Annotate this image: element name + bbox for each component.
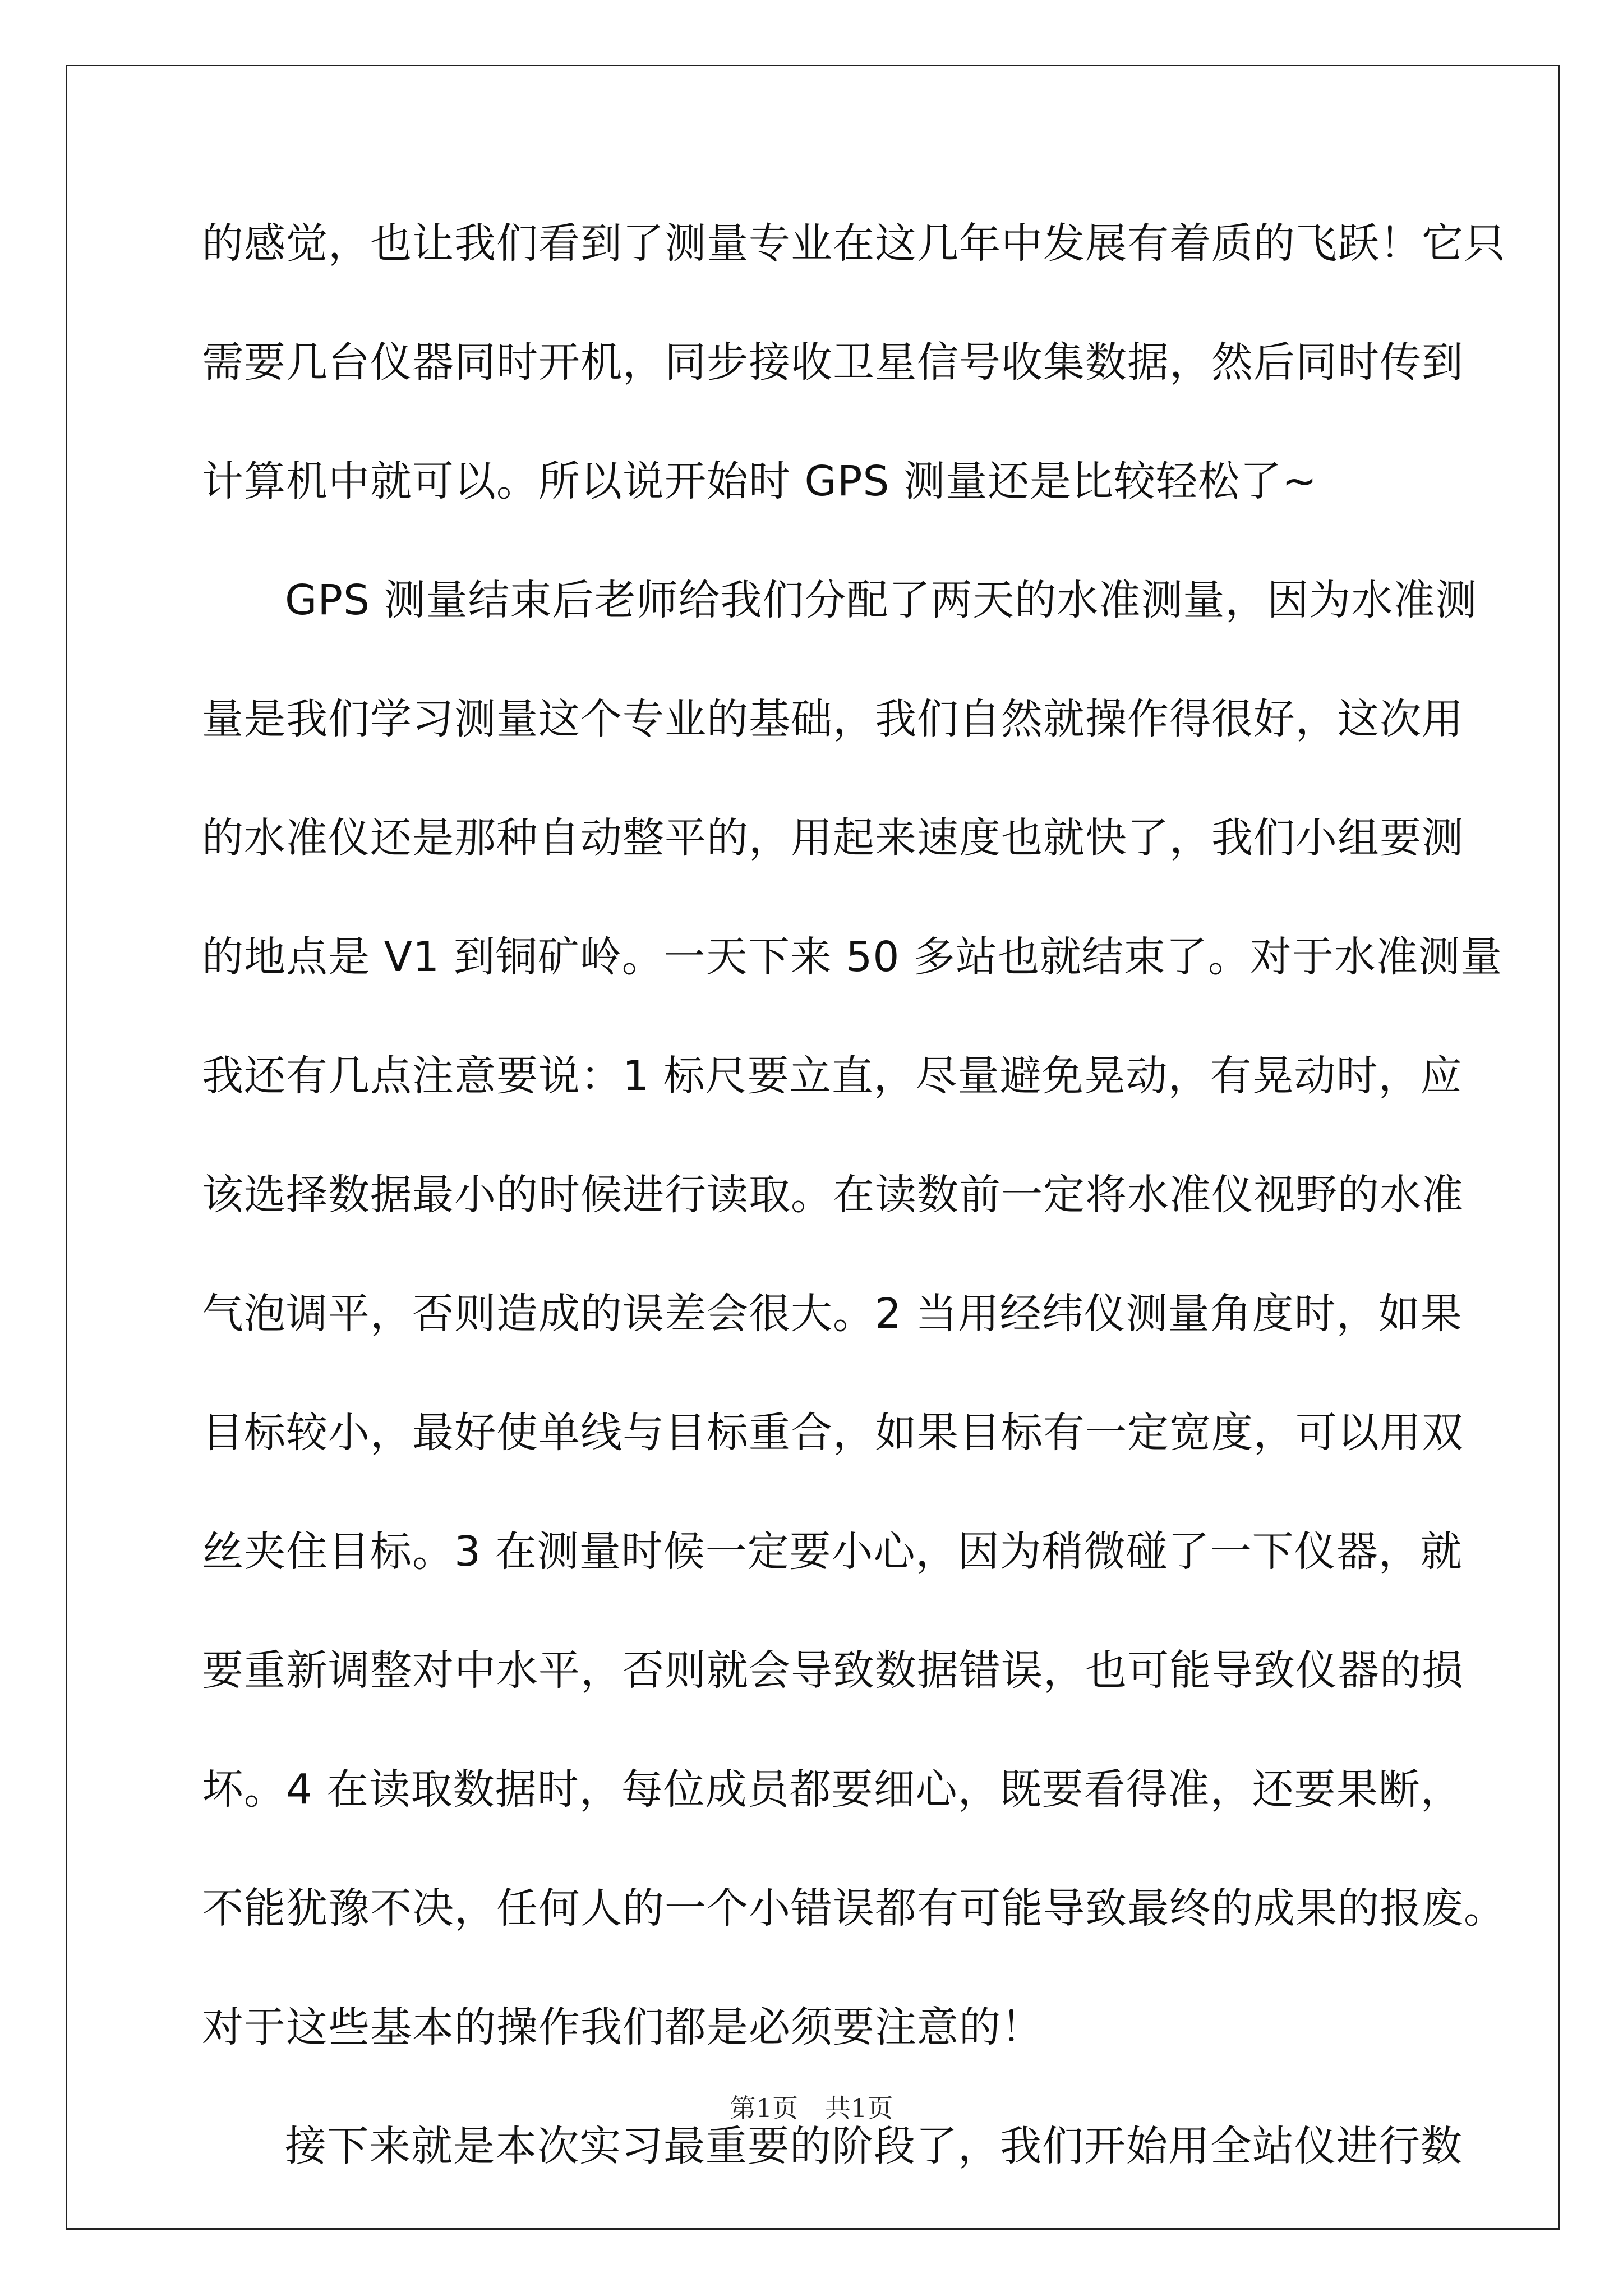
page-footer — [0, 2088, 1623, 2125]
text-line: 需要几台仪器同时开机，同步接收卫星信号收集数据，然后同时传到 — [202, 338, 1464, 386]
text-line: 我还有几点注意要说：1 标尺要立直，尽量避免晃动，有晃动时，应 — [202, 1052, 1463, 1100]
text-line: 量是我们学习测量这个专业的基础，我们自然就操作得很好，这次用 — [202, 695, 1464, 743]
page-total: 共1页 — [825, 2093, 893, 2123]
text-line: 对于这些基本的操作我们都是必须要注意的！ — [202, 2003, 1043, 2051]
paragraph-first-line: 接下来就是本次实习最重要的阶段了，我们开始用全站仪进行数 — [285, 2122, 1463, 2170]
text-line: 该选择数据最小的时候进行读取。在读数前一定将水准仪视野的水准 — [202, 1171, 1464, 1219]
paragraph-first-line: GPS 测量结束后老师给我们分配了两天的水准测量，因为水准测 — [285, 576, 1478, 624]
text-line: 计算机中就可以。所以说开始时 GPS 测量还是比较轻松了~ — [202, 457, 1317, 505]
text-line: 不能犹豫不决，任何人的一个小错误都有可能导致最终的成果的报废。 — [202, 1884, 1506, 1932]
text-line: 丝夹住目标。3 在测量时候一定要小心，因为稍微碰了一下仪器，就 — [202, 1527, 1463, 1576]
document-body — [202, 208, 1506, 2229]
text-line: 要重新调整对中水平，否则就会导致数据错误，也可能导致仪器的损 — [202, 1646, 1464, 1695]
text-line: 的水准仪还是那种自动整平的，用起来速度也就快了，我们小组要测 — [202, 814, 1464, 862]
text-line: 坏。4 在读取数据时，每位成员都要细心，既要看得准，还要果断， — [202, 1765, 1463, 1814]
text-line: 的感觉，也让我们看到了测量专业在这几年中发展有着质的飞跃！它只 — [202, 219, 1506, 268]
text-line: 的地点是 V1 到铜矿岭。一天下来 50 多站也就结束了。对于水准测量 — [202, 933, 1502, 981]
text-line: 气泡调平，否则造成的误差会很大。2 当用经纬仪测量角度时，如果 — [202, 1290, 1463, 1338]
page-number: 第1页 — [730, 2093, 798, 2123]
text-line: 目标较小，最好使单线与目标重合，如果目标有一定宽度，可以用双 — [202, 1409, 1464, 1457]
